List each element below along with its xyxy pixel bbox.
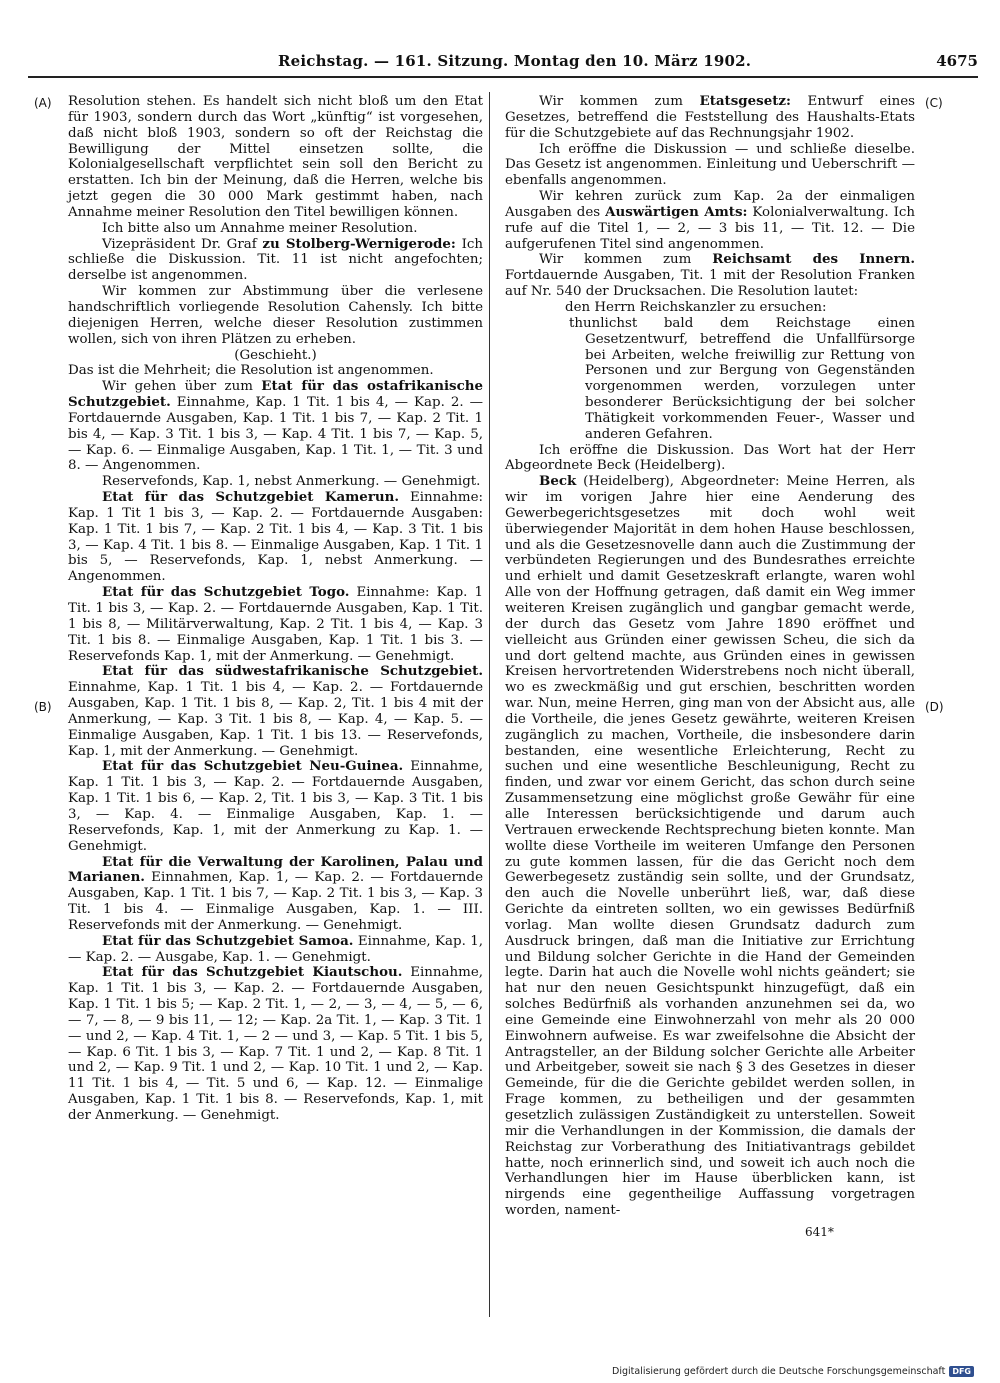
stage-direction: (Geschieht.) bbox=[234, 347, 317, 363]
paragraph: Etat für das Schutzgebiet Neu-Guinea. Einnahme, Kap. 1 Tit. 1 bis 3, — Kap. 2. — Fortdauernde Ausgaben, Kap. 1 Tit. 1 bis 6, — Kap. 2, Tit. 1 bis 3, — Kap. 3 Tit. 1 bis 3, — Kap. 4. — Einmalige Ausgaben, Kap. 1. — Reservefonds, Kap. 1, mit der Anmerkung zu Kap. 1. — Genehmigt. bbox=[68, 758, 483, 854]
paragraph: Etat für das Schutzgebiet Kamerun. Einnahme: Kap. 1 Tit 1 bis 3, — Kap. 2. — Fortdauernde Ausgaben: Kap. 1 Tit. 1 bis 7, — Kap. 2 Tit. 1 bis 4, — Kap. 3 Tit. 1 bis 3, — Kap. 4 Tit. 1 bis 8. — Einmalige Ausgaben, Kap. 1 Tit. 1 bis 5, — Reservefonds, Kap. 1, nebst Anmerkung. — Angenommen. bbox=[68, 489, 484, 585]
footer bbox=[612, 1366, 974, 1377]
paragraph: Wir kehren zurück zum Kap. 2a der einmaligen Ausgaben des Auswärtigen Amts: Kolonialverwaltung. Ich rufe auf die Titel 1, — 2, — 3 bis 11, — Tit. 12. — Die aufgerufenen Titel sind angenommen. bbox=[505, 189, 915, 252]
paragraph: Resolution stehen. Es handelt sich nicht bloß um den Etat für 1903, sondern durch das Wort „künftig“ ist vorgesehen, daß nicht bloß 1903, sondern so oft der Reichstag die Bewilligung der Mittel einsetzen sollte, die Kolonialgesellschaft verpflichtet sein soll den Bericht zu erstatten. Ich bin der Meinung, daß die Herren, welche bis jetzt gegen die 30 000 Mark gestimmt haben, nach Annahme meiner Resolution den Titel bewilligen können. bbox=[68, 94, 483, 220]
paragraph: Reservefonds, Kap. 1, nebst Anmerkung. — Genehmigt. bbox=[102, 474, 481, 490]
dfg-logo-icon: DFG bbox=[949, 1366, 974, 1377]
paragraph: Wir kommen zur Abstimmung über die verlesene handschriftlich vorliegende Resolution Cahensly. Ich bitte diejenigen Herren, welche dieser Resolution zustimmen wollen, sich von ihren Plätzen zu erheben. bbox=[68, 284, 483, 347]
paragraph: Etat für das südwestafrikanische Schutzgebiet. Einnahme, Kap. 1 Tit. 1 bis 4, — Kap. 2. — Fortdauernde Ausgaben, Kap. 1 Tit. 1 bis 8, — Kap. 2, Tit. 1 bis 4 mit der Anmerkung, — Kap. 3 Tit. 1 bis 8, — Kap. 4, — Kap. 5. — Einmalige Ausgaben, Kap. 1 Tit. 1 bis 13. — Reservefonds, Kap. 1, mit der Anmerkung. — Genehmigt. bbox=[68, 663, 483, 759]
paragraph: Wir gehen über zum Etat für das ostafrikanische Schutzgebiet. Einnahme, Kap. 1 Tit. 1 bis 4, — Kap. 2. — Fortdauernde Ausgaben, Kap. 1 Tit. 1 bis 7, — Kap. 2 Tit. 1 bis 4, — Kap. 3 Tit. 1 bis 3, — Kap. 4 Tit. 1 bis 7, — Kap. 5, — Kap. 6. — Einmalige Ausgaben, Kap. 1 Tit. 1, — Tit. 3 und 8. — Angenommen. bbox=[68, 378, 483, 474]
signature-mark: 641* bbox=[805, 1224, 834, 1239]
paragraph: Wir kommen zum Reichsamt des Innern. Fortdauernde Ausgaben, Tit. 1 mit der Resolution Franken auf Nr. 540 der Drucksachen. Die Resolution lautet: bbox=[505, 251, 915, 300]
paragraph: Etat für das Schutzgebiet Kiautschou. Einnahme, Kap. 1 Tit. 1 bis 3, — Kap. 2. — Fortdauernde Ausgaben, Kap. 1 Tit. 1 bis 5; — Kap. 2 Tit. 1, — 2, — 3, — 4, — 5, — 6, — 7, — 8, — 9 bis 11, — 12; — Kap. 2a Tit. 1, — Kap. 3 Tit. 1 — und 2, — Kap. 4 Tit. 1, — 2 — und 3, — Kap. 5 Tit. 1 bis 5, — Kap. 6 Tit. 1 bis 3, — Kap. 7 Tit. 1 und 2, — Kap. 8 Tit. 1 und 2, — Kap. 9 Tit. 1 und 2, — Kap. 10 Tit. 1 und 2, — Kap. 11 Tit. 1 bis 4, — Tit. 5 und 6, — Kap. 12. — Einmalige Ausgaben, Kap. 1 Tit. 1 bis 8. — Reservefonds, Kap. 1, mit der Anmerkung. — Genehmigt. bbox=[68, 964, 483, 1123]
margin-marker-b: (B) bbox=[34, 700, 52, 714]
paragraph: Ich eröffne die Diskussion — und schließe dieselbe. Das Gesetz ist angenommen. Einleitung und Ueberschrift — ebenfalls angenommen. bbox=[505, 141, 915, 189]
paragraph: Vizepräsident Dr. Graf zu Stolberg-Wernigerode: Ich schließe die Diskussion. Tit. 11 ist nicht angefochten; derselbe ist angenommen. bbox=[68, 235, 484, 284]
margin-marker-d: (D) bbox=[925, 700, 944, 714]
paragraph: Das ist die Mehrheit; die Resolution ist angenommen. bbox=[68, 363, 434, 379]
page-header bbox=[28, 50, 978, 78]
running-head: Reichstag. — 161. Sitzung. Montag den 10. März 1902. bbox=[278, 52, 752, 70]
paragraph: Ich eröffne die Diskussion. Das Wort hat der Herr Abgeordnete Beck (Heidelberg). bbox=[505, 442, 915, 474]
resolution-intro: den Herrn Reichskanzler zu ersuchen: bbox=[565, 299, 827, 315]
left-column bbox=[68, 94, 483, 1124]
margin-marker-c: (C) bbox=[925, 96, 943, 110]
resolution-text: thunlichst bald dem Reichstage einen Gesetzentwurf, betreffend die Unfallfürsorge bei Arbeiten, welche freiwillig zur Rettung von Personen und zur Bergung von Gegenständen vorgenommen werden, vorzulegen unter besonderer Berücksichtigung der bei solcher Thätigkeit vorkommenden Feuer-, Wasser und anderen Gefahren. bbox=[569, 315, 915, 442]
paragraph: Etat für die Verwaltung der Karolinen, Palau und Marianen. Einnahmen, Kap. 1, — Kap. 2. — Fortdauernde Ausgaben, Kap. 1 Tit. 1 bis 7, — Kap. 2 Tit. 1 bis 3, — Kap. 3 Tit. 1 bis 4. — Einmalige Ausgaben, Kap. 1. — III. Reservefonds mit der Anmerkung. — Genehmigt. bbox=[68, 853, 483, 933]
footer-text: Digitalisierung gefördert durch die Deutsche Forschungsgemeinschaft bbox=[612, 1366, 946, 1377]
column-divider bbox=[489, 92, 490, 1317]
paragraph: Ich bitte also um Annahme meiner Resolution. bbox=[102, 220, 418, 236]
paragraph: Etat für das Schutzgebiet Samoa. Einnahme, Kap. 1, — Kap. 2. — Ausgabe, Kap. 1. — Genehmigt. bbox=[68, 932, 484, 965]
paragraph: Beck (Heidelberg), Abgeordneter: Meine Herren, als wir im vorigen Jahre hier eine Aenderung des Gewerbegerichtsgesetzes mit doch wohl weit überwiegender Majorität in dem hohen Hause beschlossen, und als die Gesetzesnovelle dann auch die Zustimmung der verbündeten Regierungen und des Bundesrathes erreichte und erhielt und damit Gesetzeskraft erlangte, waren wohl Alle von der Hoffnung getragen, daß damit ein Weg immer weiteren Kreisen zugänglich und gangbar gemacht werde, der durch das Gesetz vom Jahre 1890 eröffnet und vielleicht aus Gründen einer gewissen Scheu, die sich da und dort geltend machte, aus Gründen eines in gewissen Kreisen hervortretenden Widerstrebens noch nicht überall, wo es zweckmäßig und gut erschien, beschritten worden war. Nun, meine Herren, ging man von der Absicht aus, alle die Vortheile, die jenes Gesetz gewährte, weiteren Kreisen zugänglich zu machen, Vortheile, die insbesondere darin bestanden, eine wesentliche Erleichterung, Recht zu suchen und eine wesentliche Beschleunigung, Recht zu finden, und zwar vor einem Gericht, das schon durch seine Zusammensetzung eine möglichst große Gewähr für eine alle Interessen berücksichtigende und darum auch Vertrauen erweckende Rechtsprechung bieten konnte. Man wollte diese Vortheile im weiteren Umfange den Personen zu gute kommen lassen, für die das Gericht noch dem Gewerbegesetz zuständig sein sollte, und der Grundsatz, den auch die Novelle unberührt ließ, war, daß diese Gerichte da eintreten sollten, wo ein gewisses Bedürfniß vorlag. Man wollte diesen Grundsatz dadurch zum Ausdruck bringen, daß man die Initiative zur Errichtung und Bildung solcher Gerichte in die Hand der Gemeinden legte. Darin hat auch die Novelle wohl nichts geändert; sie hat nur den neuen Gesichtspunkt hinzugefügt, daß ein solches Bedürfniß als vorhanden anzunehmen sei da, wo eine Gemeinde eine Einwohnerzahl von mehr als 20 000 Einwohnern aufweise. Es war zweifelsohne die Absicht der Antragsteller, an der Bildung solcher Gerichte alle Arbeiter und Arbeitgeber, soweit sie nach § 3 des Gesetzes in dieser Gemeinde, für die die Gerichte gebildet werden sollen, in Frage kommen, zu betheiligen und der gesammten gesetzlich zulässigen Zuständigkeit zu unterstellen. Soweit mir die Verhandlungen in der Kommission, die damals der Reichstag zur Vorberathung des Initiativantrags gebildet hatte, noch erinnerlich sind, und soweit ich auch noch die Verhandlungen hier im Hause überblicken kann, ist nirgends eine gegentheilige Auffassung vorgetragen worden, nament- bbox=[505, 473, 915, 1219]
page-number: 4675 bbox=[936, 52, 978, 70]
paragraph: Wir kommen zum Etatsgesetz: Entwurf eines Gesetzes, betreffend die Feststellung des Haushalts-Etats für die Schutzgebiete auf das Rechnungsjahr 1902. bbox=[505, 93, 915, 141]
right-column bbox=[505, 94, 915, 1241]
paragraph: Etat für das Schutzgebiet Togo. Einnahme: Kap. 1 Tit. 1 bis 3, — Kap. 2. — Fortdauernde Ausgaben, Kap. 1 Tit. 1 bis 8, — Militärverwaltung, Kap. 2 Tit. 1 bis 4, — Kap. 3 Tit. 1 bis 8. — Einmalige Ausgaben, Kap. 1 Tit. 1 bis 3. — Reservefonds Kap. 1, mit der Anmerkung. — Genehmigt. bbox=[68, 584, 483, 664]
margin-marker-a: (A) bbox=[34, 96, 52, 110]
